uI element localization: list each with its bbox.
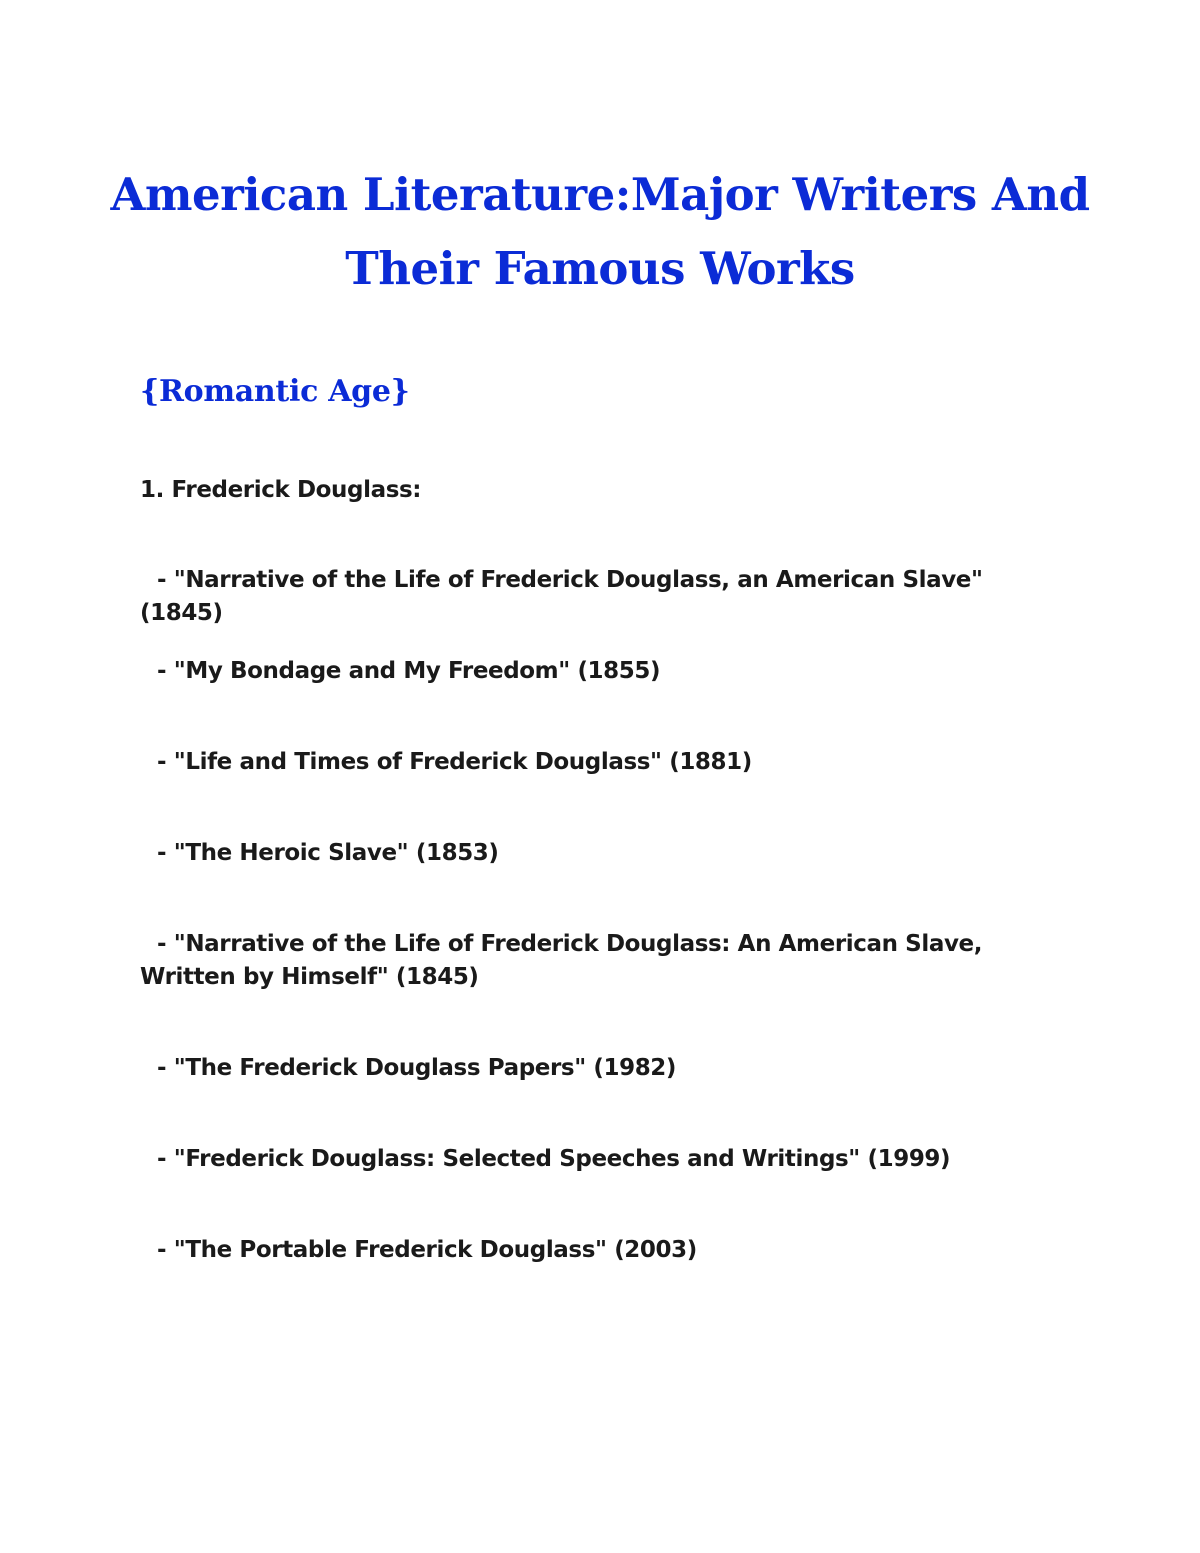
- work-text: - "Frederick Douglass: Selected Speeches and Writings" (1999): [157, 1146, 951, 1172]
- work-text: - "Narrative of the Life of Frederick Douglass, an American Slave" (1845): [140, 567, 983, 626]
- list-item: [140, 1143, 1070, 1176]
- list-item: [140, 564, 1070, 630]
- section-heading: {Romantic Age}: [140, 374, 410, 409]
- list-item: [140, 1052, 1070, 1085]
- work-text: - "The Portable Frederick Douglass" (2003): [157, 1237, 697, 1263]
- work-text: - "The Frederick Douglass Papers" (1982): [157, 1055, 677, 1081]
- list-item: [140, 928, 1070, 994]
- work-text: - "Life and Times of Frederick Douglass" (1881): [157, 749, 752, 775]
- title-line-2: Their Famous Works: [345, 242, 855, 295]
- list-item: [140, 837, 1070, 870]
- author-heading: 1. Frederick Douglass:: [140, 477, 422, 503]
- title-line-1: American Literature:Major Writers And: [110, 168, 1090, 221]
- work-text: - "My Bondage and My Freedom" (1855): [157, 658, 661, 684]
- list-item: [140, 746, 1070, 779]
- list-item: [140, 1234, 1070, 1267]
- list-item: [140, 655, 1070, 688]
- work-text: - "Narrative of the Life of Frederick Douglass: An American Slave, Written by Himself" (1845): [140, 931, 983, 990]
- work-text: - "The Heroic Slave" (1853): [157, 840, 499, 866]
- document-title: [0, 158, 1200, 306]
